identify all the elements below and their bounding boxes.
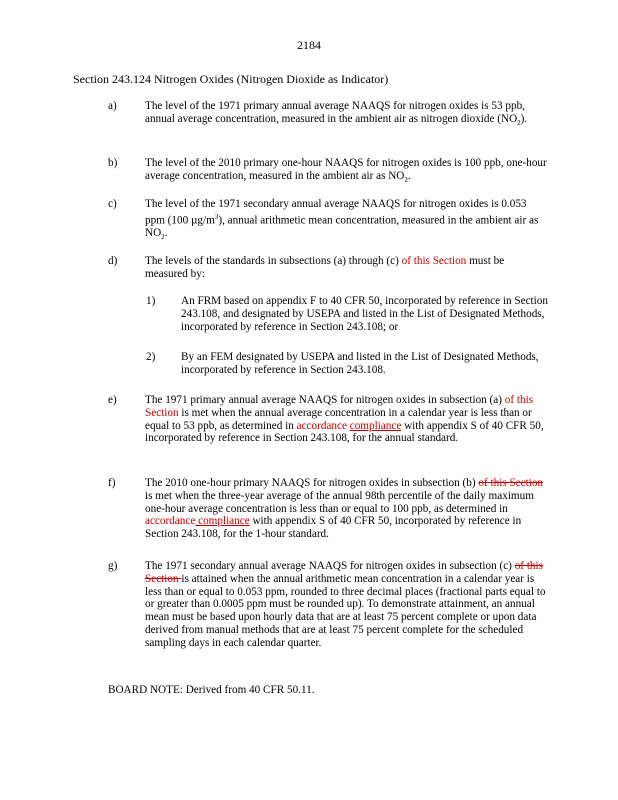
paragraph-label: g) [108, 560, 118, 572]
inserted-text: accordance [145, 515, 196, 528]
paragraph-g: g) The 1971 secondary annual average NAAQS for nitrogen oxides in subsection (c) of this Section is attained when the annual arithmetic mean concentration in a calendar year is less than or equal to 0.053 ppm, rounded to three decimal places (fractional parts equal to or greater than 0.0005 ppm must be rounded up). To demonstrate attainment, an annual mean must be based upon hourly data that are at least 75 percent complete or upon data derived from manual methods that are at least 75 percent complete for the scheduled sampling days in each calendar quarter. [108, 560, 546, 649]
paragraph-c: c) The level of the 1971 secondary annual average NAAQS for nitrogen oxides is 0.053 ppm (100 $\mu g/m^3$), annual arithmetic mean concentration, measured in the ambient air as $NO_2$. [108, 198, 539, 242]
inserted-text: accordance [296, 419, 347, 432]
paragraph-d: d) The levels of the standards in subsections (a) through (c) of this Section must be measured by: [108, 255, 505, 280]
deleted-text: of this Section [145, 560, 543, 585]
paragraph-label: d) [108, 255, 118, 267]
paragraph-b: b) The level of the 2010 primary one-hour NAAQS for nitrogen oxides is 100 ppb, one-hour average concentration, measured in the ambient air as $NO_2$. [108, 157, 547, 185]
inserted-underlined-text: compliance [349, 419, 402, 432]
inserted-underlined-text: compliance [195, 515, 250, 528]
paragraph-e: e) The 1971 primary annual average NAAQS for nitrogen oxides in subsection (a) of this Section is met when the annual average concentration in a calendar year is less than or equal to 53 ppb, as determined in accordance compliance with appendix S of 40 CFR 50, incorporated by reference in Section 243.108, for the annual standard. [108, 394, 544, 445]
subsection-1: 1) An FRM based on appendix F to 40 CFR 50, incorporated by reference in Section 243.108, and designated by USEPA and listed in the List of Designated Methods, incorporated by reference in Section 243.108; or [146, 295, 548, 333]
page-number: 2184 [297, 38, 321, 52]
paragraph-label: e) [108, 394, 117, 406]
paragraph-label: a) [108, 100, 117, 112]
paragraph-label: c) [108, 198, 117, 210]
subsection-2: 2) By an FEM designated by USEPA and listed in the List of Designated Methods, incorporated by reference in Section 243.108. [146, 351, 539, 376]
board-note: BOARD NOTE: Derived from 40 CFR 50.11. [108, 684, 315, 696]
paragraph-f: f) The 2010 one-hour primary NAAQS for nitrogen oxides in subsection (b) of this Section is met when the three-year average of the annual 98th percentile of the daily maximum one-hour average concentration is less than or equal to 100 ppb, as determined in accordance compliance with appendix S of 40 CFR 50, incorporated by reference in Section 243.108, for the 1-hour standard. [108, 477, 544, 541]
section-heading: Section 243.124 Nitrogen Oxides (Nitrogen Dioxide as Indicator) [73, 72, 389, 86]
inserted-text: of this Section [145, 394, 534, 419]
deleted-text: of this Section [478, 477, 544, 489]
subsection-label: 2) [146, 351, 156, 363]
paragraph-a: a) The level of the 1971 primary annual average NAAQS for nitrogen oxides is 53 ppb, annual average concentration, measured in the ambient air as nitrogen dioxide $(NO_2)$. [108, 100, 528, 128]
paragraph-label: b) [108, 157, 118, 169]
subsection-label: 1) [146, 295, 156, 307]
inserted-text: of this Section [401, 255, 467, 267]
paragraph-label: f) [108, 477, 116, 489]
